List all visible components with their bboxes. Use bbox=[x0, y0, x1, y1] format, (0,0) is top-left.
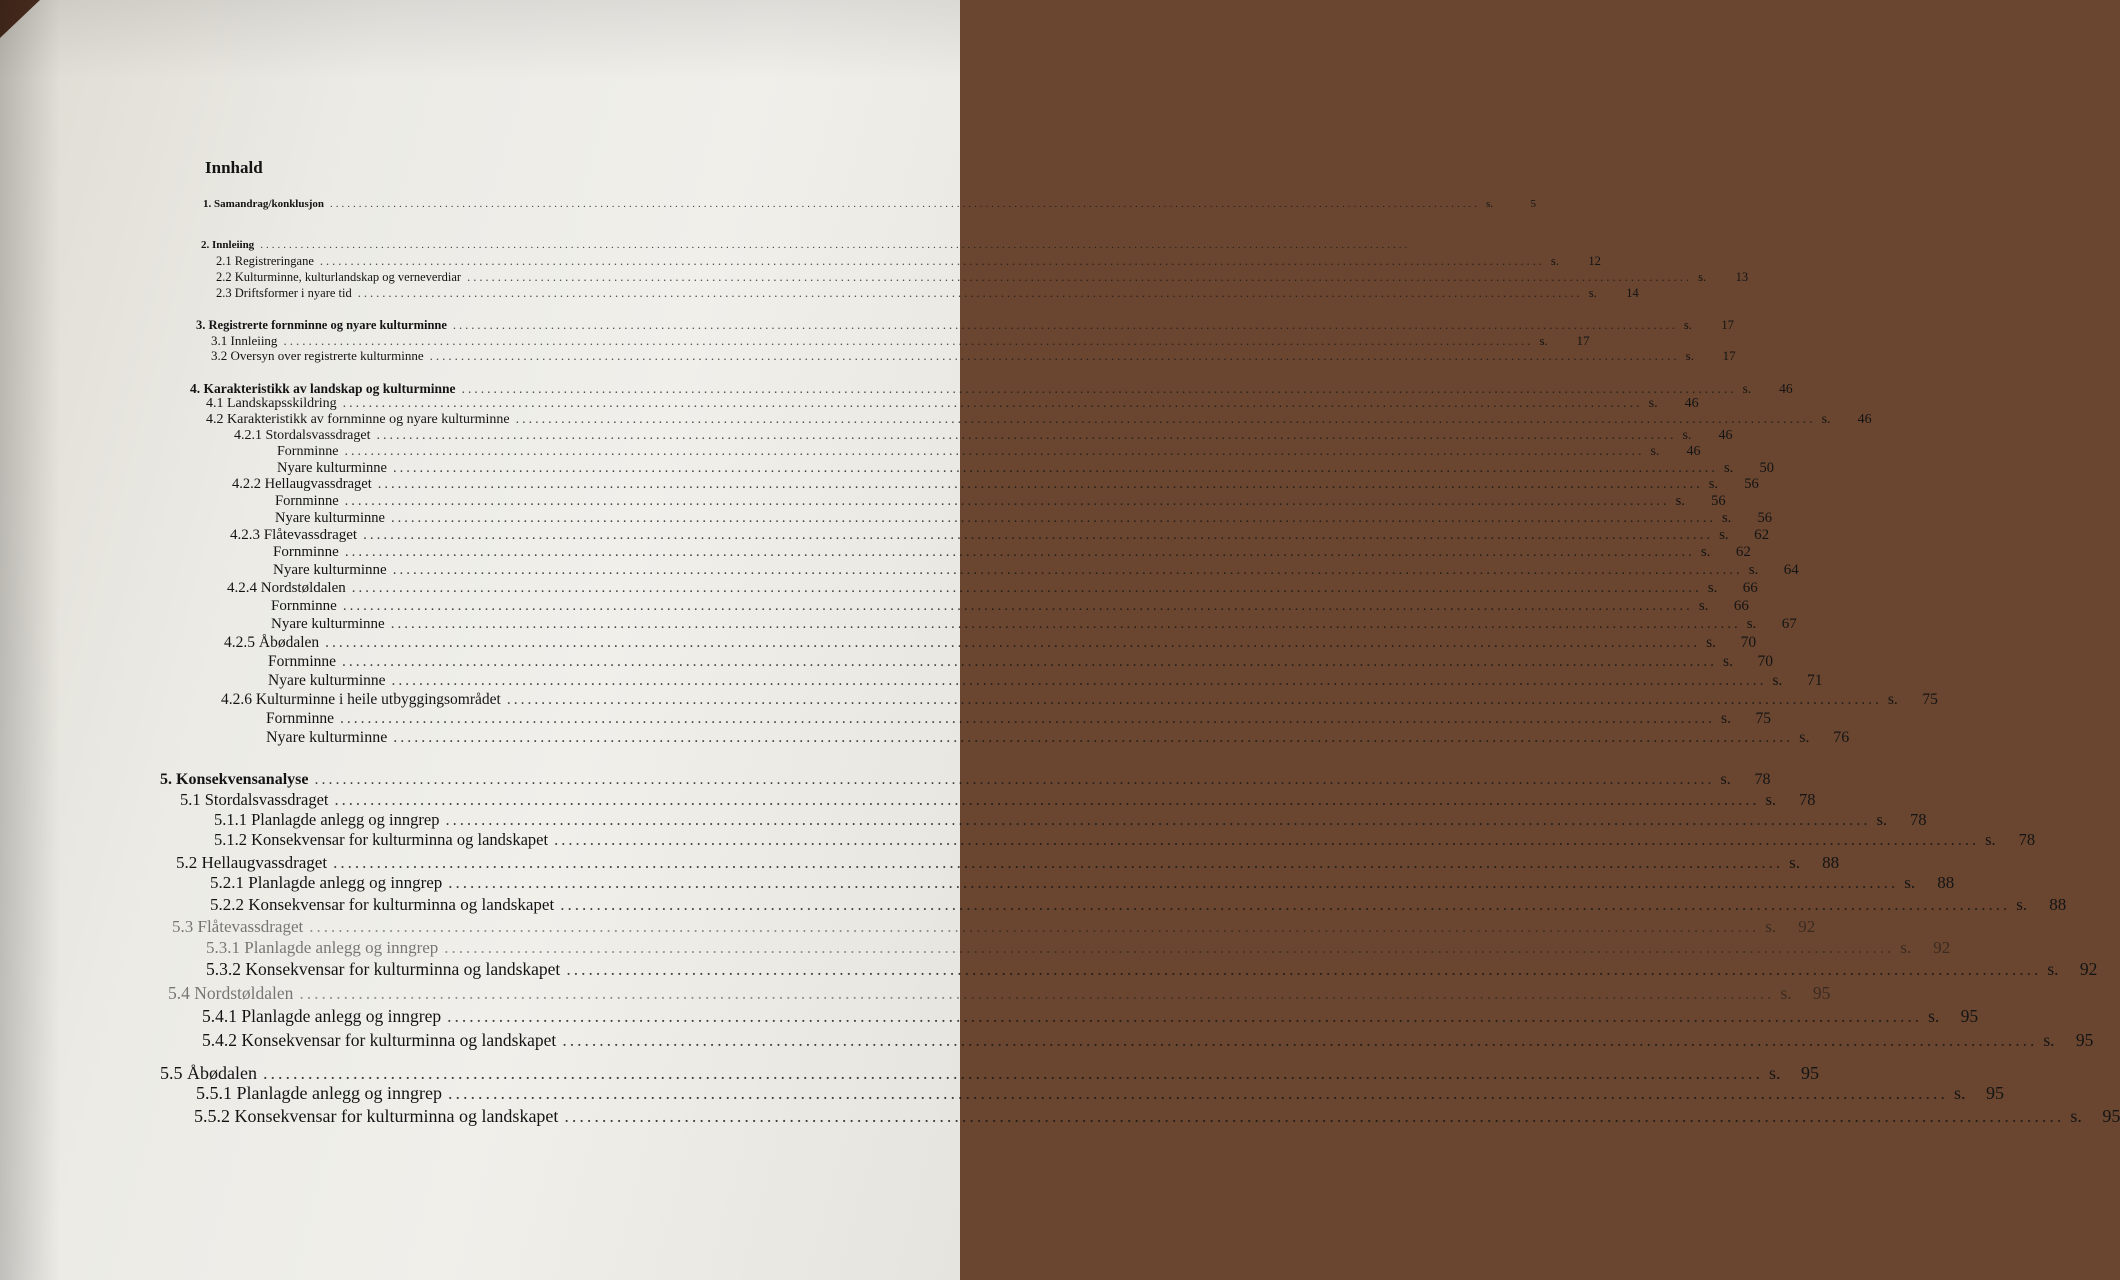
toc-page-prefix: s. bbox=[1789, 853, 1800, 872]
toc-page-prefix: s. bbox=[1765, 790, 1777, 809]
toc-entry bbox=[214, 810, 1927, 829]
toc-page-number: 95 bbox=[1985, 1083, 2004, 1103]
toc-entry-label: 5.2.2 Konsekvensar for kulturminna og landskapet bbox=[210, 895, 555, 914]
toc-page-number: 17 bbox=[1721, 318, 1734, 332]
toc-page-prefix: s. bbox=[1486, 198, 1494, 210]
toc-entry bbox=[227, 580, 1758, 596]
toc-page-prefix: s. bbox=[1720, 771, 1731, 788]
toc-page-number: 46 bbox=[1779, 381, 1793, 396]
toc-page-number: 92 bbox=[1933, 938, 1951, 957]
toc-entry bbox=[206, 938, 1951, 957]
toc-page-prefix: s. bbox=[1768, 1063, 1781, 1083]
toc-page-prefix: s. bbox=[1772, 672, 1783, 689]
toc-leader-dots: ........................................................................................................................................................................................................ bbox=[314, 771, 1715, 788]
toc-entry-label: Fornminne bbox=[266, 710, 335, 727]
toc-entry bbox=[211, 333, 1590, 348]
toc-entry-label: 5.5.1 Planlagde anlegg og inngrep bbox=[196, 1083, 442, 1103]
toc-page-prefix: s. bbox=[1707, 580, 1718, 596]
toc-entry bbox=[180, 790, 1816, 809]
toc-leader-dots: ........................................................................................................................................................................................................ bbox=[444, 938, 1895, 957]
toc-entry-label: 4.2.1 Stordalsvassdraget bbox=[234, 428, 371, 443]
toc-leader-dots: ........................................................................................................................................................................................................ bbox=[333, 853, 1784, 872]
toc-page-number: 95 bbox=[1960, 1006, 1979, 1026]
toc-page-prefix: s. bbox=[1700, 544, 1711, 560]
toc-page-prefix: s. bbox=[1539, 333, 1548, 348]
toc-page-number: 56 bbox=[1757, 510, 1772, 526]
toc-page-prefix: s. bbox=[1723, 460, 1734, 476]
toc-entry-label: 3. Registrerte fornminne og nyare kulturminne bbox=[196, 318, 447, 332]
toc-entry bbox=[277, 460, 1774, 476]
toc-entry bbox=[266, 729, 1850, 746]
toc-page-number: 75 bbox=[1755, 710, 1772, 727]
toc-entry bbox=[196, 1083, 2004, 1103]
toc-page-number: 75 bbox=[1922, 691, 1938, 708]
toc-page-prefix: s. bbox=[1748, 562, 1759, 578]
toc-leader-dots: ........................................................................................................................................................................................................ bbox=[461, 381, 1737, 396]
toc-page-prefix: s. bbox=[1742, 381, 1752, 396]
toc-entry bbox=[202, 1006, 1979, 1026]
toc-entry bbox=[206, 959, 2098, 979]
toc-entry bbox=[202, 1030, 2094, 1050]
toc-entry-label: 2.1 Registreringane bbox=[216, 254, 314, 268]
toc-page-number: 46 bbox=[1718, 428, 1733, 443]
toc-entry-label: 1. Samandrag/konklusjon bbox=[203, 198, 325, 210]
toc-entry bbox=[168, 983, 1831, 1003]
toc-page-prefix: s. bbox=[1900, 938, 1912, 957]
toc-page-number: 78 bbox=[2018, 830, 2036, 849]
toc-leader-dots: ........................................................................................................................................................................................................ bbox=[351, 580, 1702, 596]
toc-leader-dots: ........................................................................................................................................................................................................ bbox=[392, 460, 1718, 476]
toc-entry-label: 5.1 Stordalsvassdraget bbox=[180, 790, 329, 809]
toc-page-prefix: s. bbox=[2070, 1106, 2082, 1126]
toc-page-number: 95 bbox=[2075, 1030, 2094, 1050]
toc-entry-label: 4.2.6 Kulturminne i heile utbyggingsområdet bbox=[221, 691, 501, 708]
toc-entry bbox=[275, 510, 1772, 526]
toc-entry bbox=[172, 917, 1816, 936]
toc-entry bbox=[268, 653, 1774, 670]
toc-entry-label: Fornminne bbox=[268, 653, 337, 670]
toc-page-number: 92 bbox=[1798, 917, 1816, 936]
toc-entry bbox=[271, 598, 1749, 614]
toc-page-number: 12 bbox=[1588, 254, 1601, 268]
toc-entry bbox=[277, 444, 1701, 459]
toc-page-number: 95 bbox=[2102, 1106, 2120, 1126]
toc-page-number: 46 bbox=[1686, 444, 1701, 459]
toc-page-number: 66 bbox=[1733, 598, 1749, 614]
toc-page-prefix: s. bbox=[1780, 983, 1792, 1003]
toc-page-number: 70 bbox=[1740, 634, 1757, 651]
toc-entry-label: Nyare kulturminne bbox=[268, 672, 386, 689]
toc-entry bbox=[232, 476, 1759, 492]
toc-leader-dots: ........................................................................................................................................................................................................ bbox=[391, 672, 1767, 689]
toc-page-number: 46 bbox=[1857, 412, 1872, 427]
toc-title: Innhald bbox=[205, 158, 263, 177]
toc-leader-dots: ........................................................................................................................................................................................................ bbox=[340, 710, 1716, 727]
toc-leader-dots: ........................................................................................................................................................................................................ bbox=[515, 412, 1816, 427]
toc-entry-label: 2.3 Driftsformer i nyare tid bbox=[216, 286, 352, 300]
toc-entry bbox=[216, 254, 1601, 268]
toc-leader-dots: ........................................................................................................................................................................................................ bbox=[392, 562, 1743, 578]
toc-entry-label: 5.1.2 Konsekvensar for kulturminna og landskapet bbox=[214, 830, 549, 849]
toc-entry bbox=[201, 239, 1411, 251]
toc-page-prefix: s. bbox=[1682, 428, 1692, 443]
toc-page-number: 5 bbox=[1530, 198, 1537, 210]
toc-page-number: 17 bbox=[1722, 348, 1736, 363]
toc-leader-dots: ........................................................................................................................................................................................................ bbox=[429, 348, 1680, 363]
toc-leader-dots: ........................................................................................................................................................................................................ bbox=[342, 598, 1693, 614]
toc-page-number: 88 bbox=[1937, 873, 1955, 892]
toc-page-number: 66 bbox=[1742, 580, 1758, 596]
toc-page-prefix: s. bbox=[1683, 318, 1692, 332]
toc-page-number: 92 bbox=[2079, 959, 2098, 979]
toc-entry-label: Fornminne bbox=[273, 544, 339, 560]
toc-entry bbox=[203, 198, 1537, 210]
toc-entry bbox=[266, 710, 1772, 727]
toc-page-prefix: s. bbox=[1953, 1083, 1966, 1103]
toc-entry-label: Fornminne bbox=[271, 598, 337, 614]
toc-entry-label: 4.1 Landskapsskildring bbox=[206, 396, 337, 411]
toc-entry-label: 5.3.2 Konsekvensar for kulturminna og landskapet bbox=[206, 959, 561, 979]
toc-page-prefix: s. bbox=[1588, 286, 1597, 300]
toc-entry bbox=[194, 1106, 2120, 1126]
toc-entry-label: 5.2 Hellaugvassdraget bbox=[176, 853, 328, 872]
toc-entry-label: Nyare kulturminne bbox=[266, 729, 388, 746]
toc-entry bbox=[160, 771, 1771, 788]
toc-page-number: 56 bbox=[1744, 476, 1759, 492]
toc-page-prefix: s. bbox=[1821, 412, 1831, 427]
toc-entry-label: 5.4 Nordstøldalen bbox=[168, 983, 294, 1003]
toc-page-prefix: s. bbox=[1985, 830, 1996, 849]
toc-leader-dots: ........................................................................................................................................................................................................ bbox=[342, 653, 1718, 670]
toc-page-number: 76 bbox=[1833, 729, 1850, 746]
toc-page-prefix: s. bbox=[1723, 653, 1733, 670]
toc-page-prefix: s. bbox=[2043, 1030, 2055, 1050]
toc-leader-dots: ........................................................................................................................................................................................................ bbox=[566, 959, 2042, 979]
toc-page-prefix: s. bbox=[1648, 396, 1658, 411]
toc-page-prefix: s. bbox=[1708, 476, 1719, 492]
toc-entry bbox=[196, 318, 1734, 332]
toc-leader-dots: ........................................................................................................................................................................................................ bbox=[363, 527, 1714, 543]
toc-leader-dots: ........................................................................................................................................................................................................ bbox=[445, 810, 1871, 829]
toc-entry-label: Nyare kulturminne bbox=[277, 460, 387, 476]
toc-entry-label: 5.5 Åbødalen bbox=[160, 1063, 257, 1083]
toc-entry bbox=[216, 270, 1749, 284]
toc-page-number: 14 bbox=[1626, 286, 1639, 300]
toc-leader-dots: ........................................................................................................................................................................................................ bbox=[357, 286, 1583, 300]
toc-leader-dots: ........................................................................................................................................................................................................ bbox=[342, 396, 1643, 411]
toc-leader-dots: ........................................................................................................................................................................................................ bbox=[560, 895, 2011, 914]
toc-leader-dots: ........................................................................................................................................................................................................ bbox=[299, 983, 1775, 1003]
toc-page-prefix: s. bbox=[1746, 616, 1757, 632]
toc-leader-dots: ........................................................................................................................................................................................................ bbox=[554, 830, 1980, 849]
toc-leader-dots: ........................................................................................................................................................................................................ bbox=[564, 1106, 2065, 1126]
toc-page-number: 13 bbox=[1735, 270, 1749, 284]
toc-leader-dots: ........................................................................................................................................................................................................ bbox=[393, 729, 1794, 746]
toc-page-prefix: s. bbox=[1721, 510, 1732, 526]
toc-leader-dots: ........................................................................................................................................................................................................ bbox=[506, 691, 1882, 708]
toc-leader-dots: ........................................................................................................................................................................................................ bbox=[448, 873, 1899, 892]
toc-entry bbox=[206, 412, 1872, 427]
toc-entry bbox=[234, 428, 1733, 443]
toc-entry-label: 5.3 Flåtevassdraget bbox=[172, 917, 304, 936]
toc-page-prefix: s. bbox=[1675, 493, 1685, 509]
toc-page-prefix: s. bbox=[1650, 444, 1660, 459]
toc-entry bbox=[211, 348, 1736, 363]
toc-leader-dots: ........................................................................................................................................................................................................ bbox=[390, 510, 1716, 526]
toc-entry-label: 5.4.2 Konsekvensar for kulturminna og landskapet bbox=[202, 1030, 557, 1050]
toc-leader-dots: ........................................................................................................................................................................................................ bbox=[344, 544, 1695, 560]
toc-page-prefix: s. bbox=[1928, 1006, 1940, 1026]
toc-entry bbox=[268, 672, 1823, 689]
toc-entry bbox=[176, 853, 1840, 872]
toc-entry-label: 5.5.2 Konsekvensar for kulturminna og landskapet bbox=[194, 1106, 559, 1126]
toc-leader-dots: ........................................................................................................................................................................................................ bbox=[309, 917, 1760, 936]
toc-page-prefix: s. bbox=[1698, 270, 1707, 284]
toc-page-number: 71 bbox=[1807, 672, 1823, 689]
toc-entry bbox=[224, 634, 1757, 651]
toc-entry-label: 2. Innleiing bbox=[201, 239, 255, 251]
toc-page-number: 46 bbox=[1684, 396, 1699, 411]
toc-entry bbox=[273, 544, 1751, 560]
toc-entry-label: 3.2 Oversyn over registrerte kulturminne bbox=[211, 348, 424, 363]
toc-leader-dots: ........................................................................................................................................................................................................ bbox=[260, 239, 1411, 251]
toc-entry-label: 5. Konsekvensanalyse bbox=[160, 771, 309, 788]
toc-page-prefix: s. bbox=[1799, 729, 1810, 746]
toc-page-number: 88 bbox=[2049, 895, 2067, 914]
toc-page-number: 67 bbox=[1781, 616, 1797, 632]
toc-entry bbox=[275, 493, 1726, 509]
toc-entry-label: 5.3.1 Planlagde anlegg og inngrep bbox=[206, 938, 439, 957]
toc-entry bbox=[160, 1063, 1819, 1083]
toc-leader-dots: ........................................................................................................................................................................................................ bbox=[262, 1063, 1763, 1083]
toc-entry-label: 4.2.2 Hellaugvassdraget bbox=[232, 476, 372, 492]
toc-entry bbox=[273, 562, 1799, 578]
toc-entry bbox=[190, 381, 1793, 396]
toc-leader-dots: ........................................................................................................................................................................................................ bbox=[376, 428, 1677, 443]
toc-page-prefix: s. bbox=[1876, 810, 1887, 829]
toc-entry bbox=[216, 286, 1639, 300]
toc-leader-dots: ........................................................................................................................................................................................................ bbox=[330, 198, 1481, 210]
toc-entry-label: 4. Karakteristikk av landskap og kulturminne bbox=[190, 381, 456, 396]
toc-entry bbox=[221, 691, 1938, 708]
toc-page-prefix: s. bbox=[1698, 598, 1709, 614]
toc-page-number: 78 bbox=[1754, 771, 1771, 788]
toc-entry-label: 4.2 Karakteristikk av fornminne og nyare kulturminne bbox=[206, 412, 510, 427]
toc-page-number: 95 bbox=[1800, 1063, 1819, 1083]
toc-entry bbox=[206, 396, 1699, 411]
toc-page-number: 78 bbox=[1909, 810, 1927, 829]
toc-entry-label: Fornminne bbox=[277, 444, 339, 459]
toc-entry-label: Nyare kulturminne bbox=[273, 562, 387, 578]
toc-leader-dots: ........................................................................................................................................................................................................ bbox=[377, 476, 1703, 492]
toc-leader-dots: ........................................................................................................................................................................................................ bbox=[344, 493, 1670, 509]
toc-page-number: 62 bbox=[1754, 527, 1770, 543]
toc-leader-dots: ........................................................................................................................................................................................................ bbox=[447, 1083, 1948, 1103]
toc-entry-label: 4.2.3 Flåtevassdraget bbox=[230, 527, 358, 543]
toc-page-number: 78 bbox=[1798, 790, 1816, 809]
toc-page-number: 17 bbox=[1576, 333, 1590, 348]
toc-page-prefix: s. bbox=[1904, 873, 1916, 892]
toc-page-prefix: s. bbox=[1765, 917, 1777, 936]
toc-page-prefix: s. bbox=[1685, 348, 1694, 363]
toc-entry bbox=[230, 527, 1770, 543]
toc-entry bbox=[210, 873, 1955, 892]
toc-leader-dots: ........................................................................................................................................................................................................ bbox=[334, 790, 1760, 809]
toc-page-prefix: s. bbox=[1550, 254, 1559, 268]
toc-leader-dots: ........................................................................................................................................................................................................ bbox=[325, 634, 1701, 651]
toc-page-number: 50 bbox=[1759, 460, 1774, 476]
toc-leader-dots: ........................................................................................................................................................................................................ bbox=[390, 616, 1741, 632]
toc-entry-label: 5.1.1 Planlagde anlegg og inngrep bbox=[214, 810, 440, 829]
toc-entry-label: 2.2 Kulturminne, kulturlandskap og verneverdiar bbox=[216, 270, 462, 284]
toc-entry-label: 5.4.1 Planlagde anlegg og inngrep bbox=[202, 1006, 442, 1026]
toc-entry-label: Fornminne bbox=[275, 493, 339, 509]
toc-page-number: 88 bbox=[1822, 853, 1840, 872]
toc-entry-label: 4.2.5 Åbødalen bbox=[224, 634, 320, 651]
toc-entry-label: 5.2.1 Planlagde anlegg og inngrep bbox=[210, 873, 443, 892]
toc-leader-dots: ........................................................................................................................................................................................................ bbox=[447, 1006, 1923, 1026]
toc-page-prefix: s. bbox=[2016, 895, 2028, 914]
toc-leader-dots: ........................................................................................................................................................................................................ bbox=[467, 270, 1693, 284]
toc-entry bbox=[210, 895, 2067, 914]
toc-page-number: 64 bbox=[1783, 562, 1799, 578]
toc-page-number: 56 bbox=[1711, 493, 1726, 509]
toc-page-prefix: s. bbox=[2047, 959, 2059, 979]
toc-page-number: 95 bbox=[1812, 983, 1831, 1003]
toc-page-prefix: s. bbox=[1887, 691, 1898, 708]
toc-leader-dots: ........................................................................................................................................................................................................ bbox=[319, 254, 1545, 268]
toc-page-number: 70 bbox=[1757, 653, 1774, 670]
toc-entry-label: Nyare kulturminne bbox=[271, 616, 385, 632]
toc-entry-label: 4.2.4 Nordstøldalen bbox=[227, 580, 346, 596]
toc-leader-dots: ........................................................................................................................................................................................................ bbox=[452, 318, 1678, 332]
toc-leader-dots: ........................................................................................................................................................................................................ bbox=[283, 333, 1534, 348]
toc-entry-label: 3.1 Innleiing bbox=[211, 333, 278, 348]
toc-leader-dots: ........................................................................................................................................................................................................ bbox=[562, 1030, 2038, 1050]
toc-page-prefix: s. bbox=[1721, 710, 1731, 727]
toc-entry-label: Nyare kulturminne bbox=[275, 510, 385, 526]
toc-leader-dots: ........................................................................................................................................................................................................ bbox=[344, 444, 1645, 459]
toc-entry bbox=[271, 616, 1797, 632]
toc-page-prefix: s. bbox=[1719, 527, 1729, 543]
toc-page-number: 62 bbox=[1735, 544, 1751, 560]
toc-page-prefix: s. bbox=[1706, 634, 1717, 651]
toc-entry bbox=[214, 830, 2036, 849]
